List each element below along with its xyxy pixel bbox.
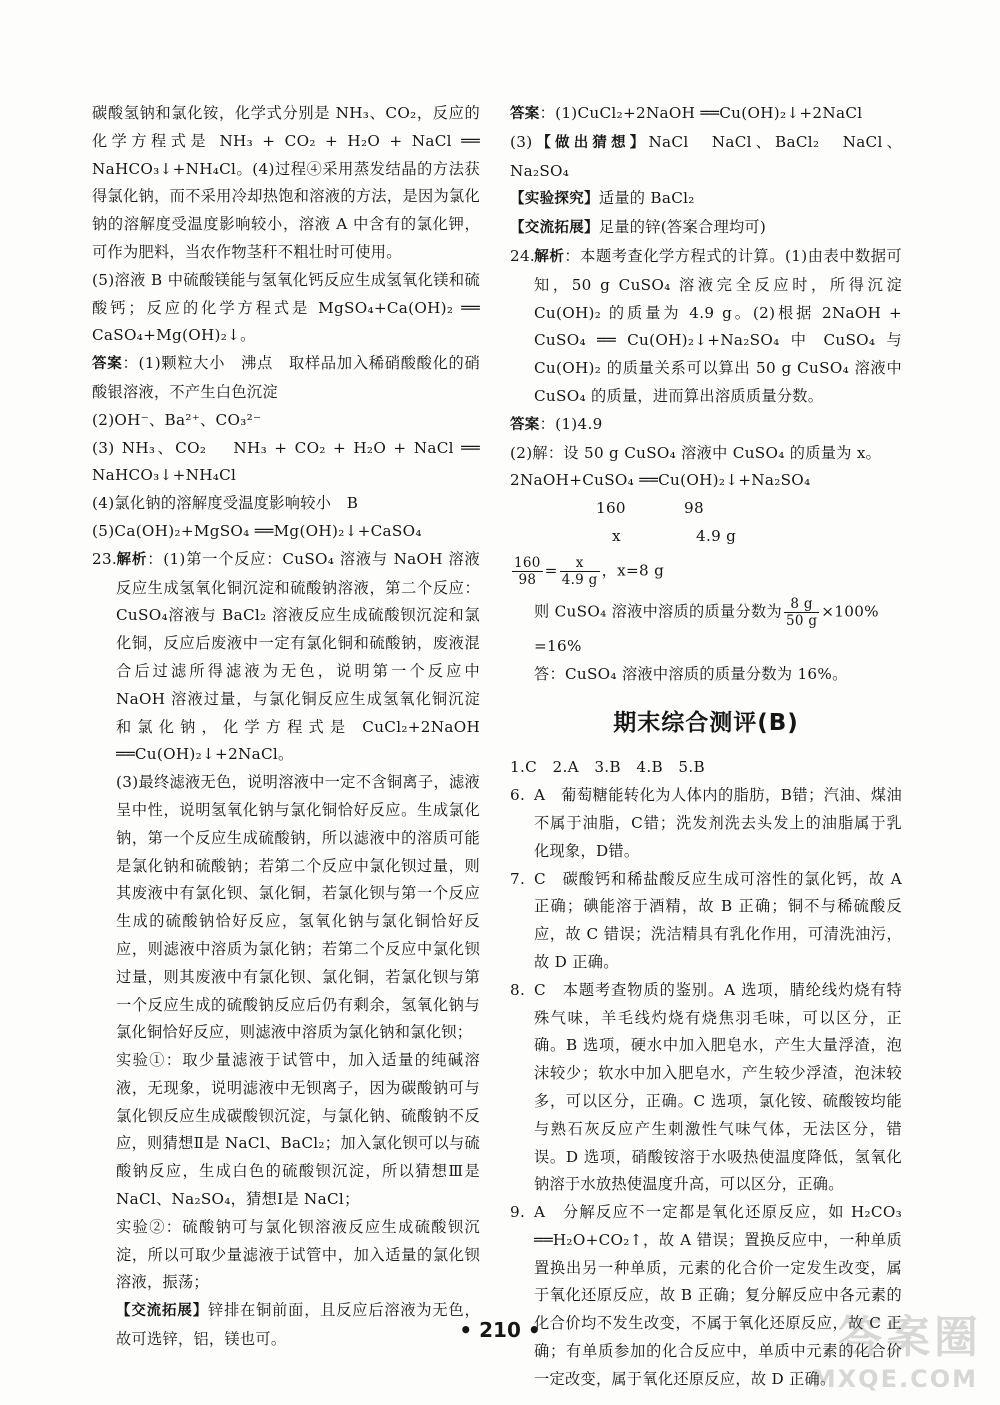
answer-line: 答案：(1)颗粒大小 沸点 取样品加入稀硝酸酸化的硝酸银溶液，不产生白色沉淀 — [92, 354, 480, 401]
paragraph: 实验①：取少量滤液于试管中，加入适量的纯碱溶液，无现象，说明滤液中无钡离子，因为碳酸钠可与氯化钡反应生成碳酸钡沉淀，与氯化钠、硫酸钠不反应，则猜想Ⅱ是 NaCl、BaCl₂；加入氯化钡可以与硫酸钠反应，生成白色的硫酸钡沉淀，所以猜想Ⅲ是 NaCl、Na₂SO₄，猜想Ⅰ是 NaCl； — [116, 1051, 480, 1209]
percentage-result: =16% — [534, 636, 582, 655]
answer-label: 答案 — [510, 106, 540, 122]
answer-line: (3)【做出猜想】NaCl NaCl、BaCl₂ NaCl、Na₂SO₄ — [510, 132, 902, 180]
left-column — [92, 100, 480, 1354]
choice-answers: 1.C 2.A 3.B 4.B 5.B — [510, 758, 705, 777]
paragraph: 【交流拓展】锌排在铜前面，且反应后溶液为无色，故可选锌，铝，镁也可。 — [116, 1301, 480, 1349]
mass-row: 160 98 — [596, 499, 704, 518]
analysis-label: 解析 — [116, 551, 148, 568]
answer-line: 【交流拓展】足量的锌(答案合理均可) — [510, 218, 767, 237]
answer-line: 【实验探究】适量的 BaCl₂ — [510, 189, 695, 208]
question-9: 9. A 分解反应不一定都是氧化还原反应，如 H₂CO₃ ══H₂O+CO₂↑，故 A 错误；置换反应中，一种单质置换出另一种单质，元素的化合价一定发生改变，属于氧化还原反应，故 B 正确；复分解反应中各元素的化合价均不发生改变，不属于氧化还原反应，故 C 正确；有单质参加的化合反应中，单质中元素的化合价一定改变，属于氧化还原反应，故 D 正确。 — [510, 1203, 902, 1388]
question-6: 6. A 葡萄糖能转化为人体内的脂肪，B错；汽油、煤油不属于油脂，C错；洗发剂洗去头发上的油脂属于乳化现象，D错。 — [510, 786, 902, 860]
answer-line: (5)Ca(OH)₂+MgSO₄ ══Mg(OH)₂↓+CaSO₄ — [92, 521, 422, 540]
watermark-logo: 答案圈 MXQE.COM — [811, 1312, 982, 1393]
question-7: 7. C 碳酸钙和稀盐酸反应生成可溶性的氯化钙，故 A 正确；碘能溶于酒精，故 B 正确；铜不与稀硫酸反应，故 C 错误；洗洁精具有乳化作用，可清洗油污，故 D 正确。 — [510, 869, 902, 971]
unknown-row: x 4.9 g — [612, 526, 737, 545]
page-number: • 210 • — [459, 1318, 541, 1342]
paragraph: (3)最终滤液无色，说明溶液中一定不含铜离子，滤液呈中性，说明氢氧化钠与氯化铜恰好反应。生成氯化钠，第一个反应生成硫酸钠，所以滤液中的溶质可能是氯化钠和硫酸钠；若第二个反应中氯化钡过量，则其废液中有氯化钡、氯化铜，若氯化钡与第一个反应生成的硫酸钠恰好反应，氢氧化钠与氯化铜恰好反应，则滤液中溶质为氯化钠；若第二个反应中氯化钡过量，则其废液中有氯化钡、氯化铜，若氯化钡与第一个反应生成的硫酸钠反应后仍有剩余，氢氧化钠与氯化铜恰好反应，则滤液中溶质为氯化钠和氯化钡； — [116, 773, 480, 1042]
answer-line: 答案：(1)4.9 — [510, 414, 603, 433]
answer-label: 答案 — [510, 416, 540, 433]
answer-line: 答案：(1)CuCl₂+2NaOH ══Cu(OH)₂↓+2NaCl — [510, 104, 863, 122]
fraction: $\frac{8 g}{50 g}$ — [785, 595, 818, 629]
fraction: $\frac{160}{98}$ — [514, 554, 541, 588]
paragraph: 实验②：硫酸钠可与氯化钡溶液反应生成硫酸钡沉淀，所以可取少量滤液于试管中，加入适量的氯化钡溶液，振荡； — [116, 1217, 480, 1292]
proportion: $\frac{160}{98}$ = $\frac{x}{4.9 g}$ ，x=8 g — [514, 554, 665, 588]
answer-line: (4)氯化钠的溶解度受温度影响较小 B — [92, 494, 359, 513]
answer-line: (3) NH₃、CO₂ NH₃ + CO₂ + H₂O + NaCl ══ NaHCO₃↓+NH₄Cl — [92, 438, 480, 485]
analysis-label: 解析 — [534, 248, 565, 265]
answer-label: 答案 — [92, 356, 123, 373]
percentage-line: 则 CuSO₄ 溶液中溶质的质量分数为 $\frac{8 g}{50 g}$ ×100% — [534, 595, 879, 629]
paragraph: (5)溶液 B 中硫酸镁能与氢氧化钙反应生成氢氧化镁和硫酸钙；反应的化学方程式是 MgSO₄+Ca(OH)₂ ══ CaSO₄+Mg(OH)₂↓。 — [92, 270, 480, 345]
question-8: 8. C 本题考查物质的鉴别。A 选项，腈纶线灼烧有特殊气味，羊毛线灼烧有烧焦羽毛味，可以区分，正确。B 选项，硬水中加入肥皂水，产生大量浮渣，泡沫较少；软水中加入肥皂水，产生较少浮渣，泡沫较多，可以区分，正确。C 选项，氯化铵、硫酸铵均能与熟石灰反应产生刺激性气味气体，无法区分，错误。D 选项，硝酸铵溶于水吸热使温度降低，氢氧化钠溶于水放热使温度升高，可以区分，正确。 — [510, 980, 902, 1194]
question-24: 24.解析：本题考查化学方程式的计算。(1)由表中数据可知，50 g CuSO₄ 溶液完全反应时，所得沉淀 Cu(OH)₂ 的质量为 4.9 g。(2)根据 2NaOH + CuSO₄ ══ Cu(OH)₂↓+Na₂SO₄ 中 CuSO₄ 与 Cu(OH)₂ 的质量关系可以算出 50 g CuSO₄ 溶液中 CuSO₄ 的质量，进而算出溶质质量分数。 — [510, 246, 902, 405]
right-column — [510, 100, 902, 1394]
paragraph: 碳酸氢钠和氯化铵，化学式分别是 NH₃、CO₂，反应的化学方程式是 NH₃ + CO₂ + H₂O + NaCl ══ NaHCO₃↓+NH₄Cl。(4)过程④采用蒸发结晶的方法获得氯化钠，而不采用冷却热饱和溶液的方法，是因为氯化钠的溶解度受温度影响较小，溶液 A 中含有的氯化钾，可作为肥料，当农作物茎秆不粗壮时可使用。 — [92, 104, 480, 261]
final-answer: 答：CuSO₄ 溶液中溶质的质量分数为 16%。 — [534, 664, 848, 683]
fraction: $\frac{x}{4.9 g}$ — [561, 554, 598, 588]
section-title: 期末综合测评(B) — [613, 710, 799, 737]
answer-line: (2)解：设 50 g CuSO₄ 溶液中 CuSO₄ 的质量为 x。 — [510, 443, 882, 462]
equation: 2NaOH+CuSO₄ ══Cu(OH)₂↓+Na₂SO₄ — [510, 471, 811, 490]
question-23: 23.解析：(1)第一个反应：CuSO₄ 溶液与 NaOH 溶液反应生成氢氧化铜沉淀和硫酸钠溶液，第二个反应：CuSO₄溶液与 BaCl₂ 溶液反应生成硫酸钡沉淀和氯化铜，反应后废液中一定有氯化铜和硫酸钠，废液混合后过滤所得滤液为无色，说明第一个反应中 NaOH 溶液过量，与氯化铜反应生成氢氧化铜沉淀和氯化钠，化学方程式是 CuCl₂+2NaOH ══Cu(OH)₂↓+2NaCl。 — [92, 549, 480, 764]
answer-line: (2)OH⁻、Ba²⁺、CO₃²⁻ — [92, 410, 262, 429]
